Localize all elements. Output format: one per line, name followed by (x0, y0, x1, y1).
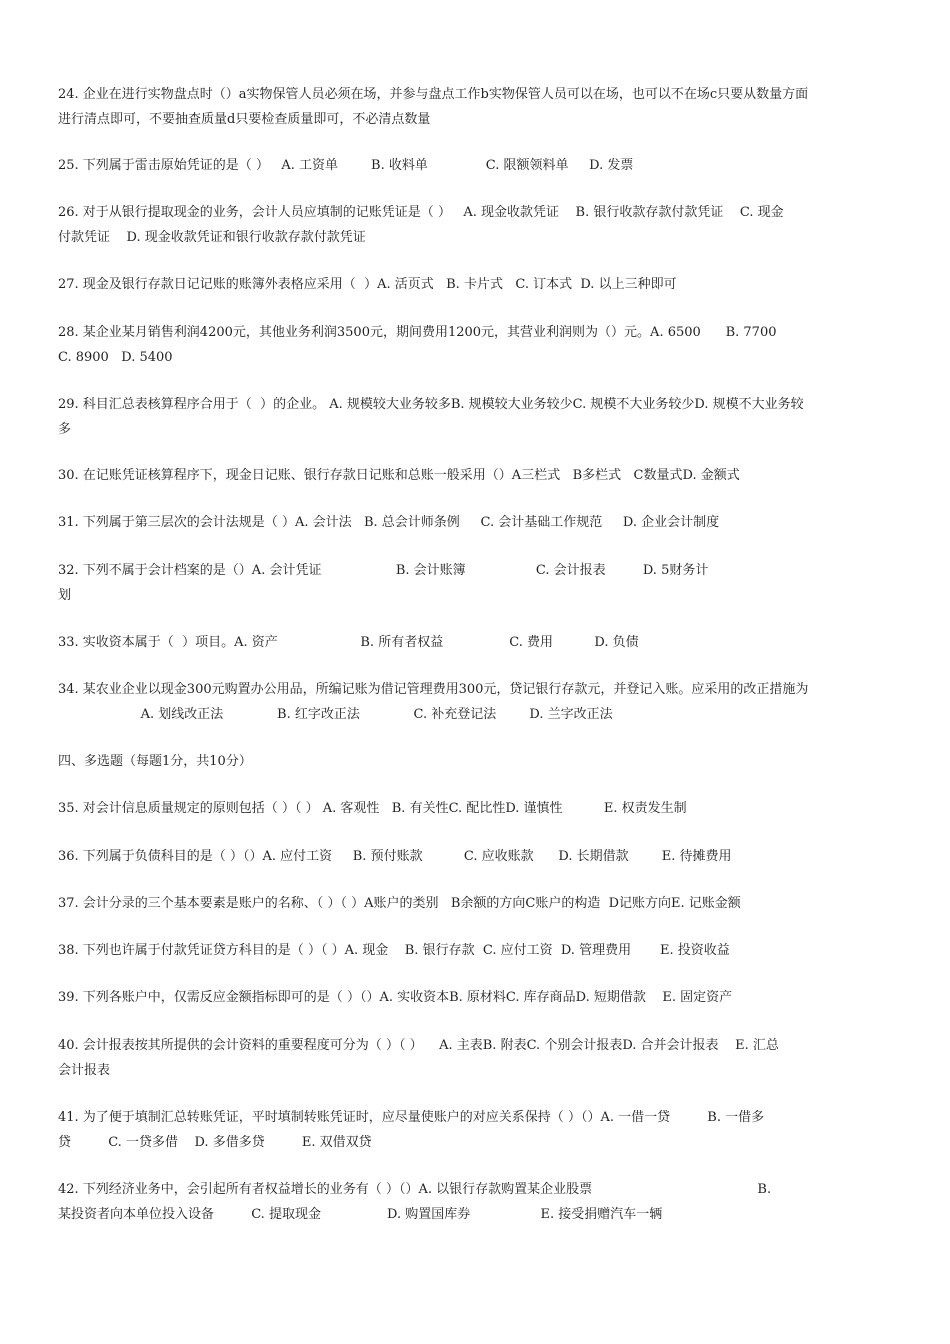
question-27 (58, 272, 903, 297)
question-39 (58, 985, 903, 1010)
question-line: 多 (58, 422, 72, 437)
question-line: 31. 下列属于第三层次的会计法规是（ ）A. 会计法 B. 总会计师条例 C. 会计基础工作规范 D. 企业会计制度 (58, 515, 720, 530)
question-line: 26. 对于从银行提取现金的业务，会计人员应填制的记账凭证是（ ） A. 现金收款凭证 B. 银行收款存款付款凭证 C. 现金 (58, 205, 784, 220)
question-line: 39. 下列各账户中，仅需反应金额指标即可的是（ ）（）A. 实收资本B. 原材料C. 库存商品D. 短期借款 E. 固定资产 (58, 990, 733, 1005)
question-35 (58, 796, 903, 821)
question-29 (58, 392, 903, 442)
question-32 (58, 558, 903, 608)
question-42 (58, 1177, 903, 1227)
question-37 (58, 891, 903, 916)
question-41 (58, 1105, 903, 1155)
question-line: 会计报表 (58, 1063, 111, 1078)
question-line: 进行清点即可，不要抽查质量d只要检查质量即可，不必清点数量 (58, 112, 431, 127)
question-line: 41. 为了便于填制汇总转账凭证，平时填制转账凭证时，应尽量使账户的对应关系保持（ ）（）A. 一借一贷 B. 一借多 (58, 1110, 765, 1125)
question-line: 42. 下列经济业务中，会引起所有者权益增长的业务有（ ）（）A. 以银行存款购置某企业股票 B. (58, 1182, 772, 1197)
question-26 (58, 200, 903, 250)
question-line: 付款凭证 D. 现金收款凭证和银行收款存款付款凭证 (58, 230, 366, 245)
question-line: A. 划线改正法 B. 红字改正法 C. 补充登记法 D. 兰字改正法 (58, 707, 613, 722)
question-line: C. 8900 D. 5400 (58, 350, 173, 365)
question-line: 28. 某企业某月销售利润4200元，其他业务利润3500元，期间费用1200元，其营业利润则为（）元。A. 6500 B. 7700 (58, 325, 777, 340)
question-36 (58, 844, 903, 869)
question-34 (58, 677, 903, 727)
question-line: 30. 在记账凭证核算程序下，现金日记账、银行存款日记账和总账一般采用（）A三栏式 B多栏式 C数量式D. 金额式 (58, 468, 740, 483)
question-30 (58, 463, 903, 488)
question-38 (58, 938, 903, 963)
question-25 (58, 153, 903, 178)
question-line: 33. 实收资本属于（ ）项目。A. 资产 B. 所有者权益 C. 费用 D. 负债 (58, 635, 639, 650)
question-line: 29. 科目汇总表核算程序合用于（ ）的企业。 A. 规模较大业务较多B. 规模较大业务较少C. 规模不大业务较少D. 规模不大业务较 (58, 397, 804, 412)
question-33 (58, 630, 903, 655)
section-heading-text: 四、多选题（每题1分，共10分） (58, 754, 252, 769)
question-line: 38. 下列也许属于付款凭证贷方科目的是（ ）（ ）A. 现金 B. 银行存款 C. 应付工资 D. 管理费用 E. 投资收益 (58, 943, 730, 958)
question-line: 40. 会计报表按其所提供的会计资料的重要程度可分为（ ）（ ） A. 主表B. 附表C. 个别会计报表D. 合并会计报表 E. 汇总 (58, 1038, 779, 1053)
question-line: 24. 企业在进行实物盘点时（）a实物保管人员必须在场，并参与盘点工作b实物保管人员可以在场，也可以不在场c只要从数量方面 (58, 87, 809, 102)
question-line: 34. 某农业企业以现金300元购置办公用品，所编记账为借记管理费用300元，贷记银行存款元，并登记入账。应采用的改正措施为 (58, 682, 809, 697)
question-40 (58, 1033, 903, 1083)
question-28 (58, 320, 903, 370)
question-line: 某投资者向本单位投入设备 C. 提取现金 D. 购置国库券 E. 接受捐赠汽车一辆 (58, 1207, 663, 1222)
question-line: 32. 下列不属于会计档案的是（）A. 会计凭证 B. 会计账簿 C. 会计报表 D. 5财务计 (58, 563, 709, 578)
question-line: 35. 对会计信息质量规定的原则包括（ ）（ ） A. 客观性 B. 有关性C. 配比性D. 谨慎性 E. 权责发生制 (58, 801, 687, 816)
question-line: 贷 C. 一贷多借 D. 多借多贷 E. 双借双贷 (58, 1135, 372, 1150)
section-heading (58, 749, 903, 774)
question-line: 25. 下列属于雷击原始凭证的是（ ） A. 工资单 B. 收料单 C. 限额领料单 D. 发票 (58, 158, 634, 173)
question-line: 27. 现金及银行存款日记记账的账簿外表格应采用（ ）A. 活页式 B. 卡片式 C. 订本式 D. 以上三种即可 (58, 277, 677, 292)
question-24 (58, 82, 903, 132)
question-line: 37. 会计分录的三个基本要素是账户的名称、（ ）（ ）A账户的类别 B余额的方向C账户的构造 D记账方向E. 记账金额 (58, 896, 741, 911)
question-line: 划 (58, 588, 72, 603)
question-31 (58, 510, 903, 535)
question-line: 36. 下列属于负债科目的是（ ）（）A. 应付工资 B. 预付账款 C. 应收账款 D. 长期借款 E. 待摊费用 (58, 849, 732, 864)
